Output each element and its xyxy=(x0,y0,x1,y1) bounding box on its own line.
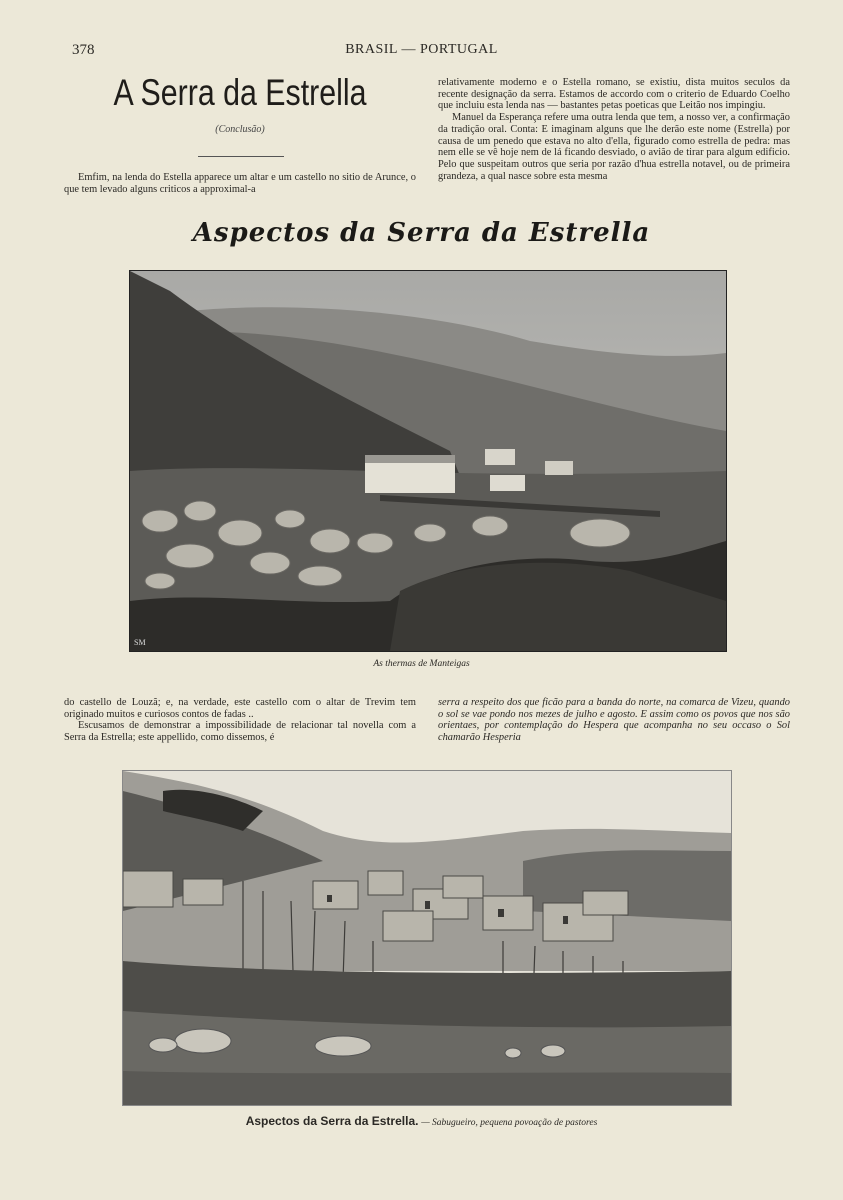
photo-sabugueiro xyxy=(122,770,732,1106)
photo-thermas-manteigas xyxy=(129,270,727,652)
article-title: A Serra da Estrella xyxy=(113,72,367,113)
paragraph: relativamente moderno e o Estella romano, se existiu, dista muitos seculos da recente designação da serra. Estamos de accordo com o criterio de Eduardo Coelho que incluiu esta lenda nas — bastantes petas poeticas que Leitão nos impingiu. xyxy=(438,77,790,112)
paragraph: do castello de Louzã; e, na verdade, este castello com o altar de Trevim tem originado muitos e curiosos contos de fadas .. xyxy=(64,697,416,720)
photo-caption-sabugueiro xyxy=(0,1114,843,1128)
article-subtitle: (Conclusão) xyxy=(215,124,265,135)
paragraph: Emfim, na lenda do Estella apparece um altar e um castello no sitio de Arunce, o que tem levado alguns criticos a approximal-a xyxy=(64,172,416,195)
column-left-bottom xyxy=(64,697,416,744)
section-title: Aspectos da Serra da Estrella xyxy=(192,218,651,248)
column-left-top xyxy=(64,172,416,195)
title-divider xyxy=(198,156,284,157)
paragraph: Manuel da Esperança refere uma outra lenda que tem, a nosso ver, a confirmação da tradição oral. Conta: E imaginam alguns que lhe derão este nome (Estrella) por causa de um penedo que estava no alto d'ella, figurado como estrella de pedra: mas nem elle se vê hoje nem de lá ficando desviado, o avião de tirar para algum edificio. Pelo que suspeitam outros que seria por razão d'hua estrella notavel, ou de primeira grandeza, a qual nasce sobre esta mesma xyxy=(438,112,790,182)
caption-lead: Aspectos da Serra da Estrella. xyxy=(245,1114,419,1128)
caption-text: — Sabugueiro, pequena povoação de pastores xyxy=(421,1118,598,1128)
column-right-top xyxy=(438,77,790,182)
running-header: BRASIL — PORTUGAL xyxy=(345,42,498,57)
paragraph: Escusamos de demonstrar a impossibilidade de relacionar tal novella com a Serra da Estrella; este appellido, como dissemos, é xyxy=(64,720,416,744)
column-right-bottom xyxy=(438,697,790,744)
paragraph: serra a respeito dos que ficão para a banda do norte, na comarca de Vizeu, quando o sol se vae pondo nos mezes de julho e agosto. E assim como os povos que nos são orientaes, por contemplação do Hespera que acompanha no seu occaso o Sol chamarão Hesperia xyxy=(438,697,790,744)
page-number: 378 xyxy=(72,42,95,58)
photo-caption: As thermas de Manteigas xyxy=(373,659,470,669)
photographer-signature: SM xyxy=(134,638,146,647)
